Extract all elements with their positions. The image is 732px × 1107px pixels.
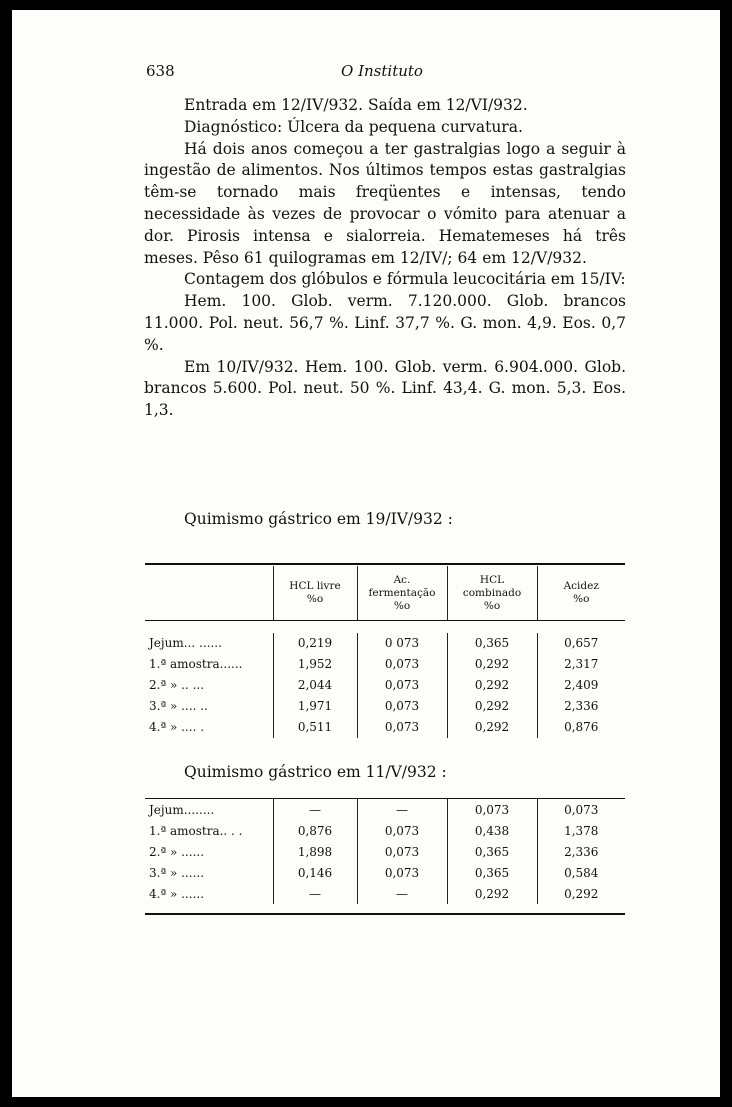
table-cell: 2,409 [537, 675, 625, 696]
table-row [145, 799, 625, 820]
table-cell: 2,336 [537, 696, 625, 717]
table-cell: 0,365 [447, 841, 537, 862]
paragraph-history: Há dois anos começou a ter gastralgias logo a seguir à ingestão de alimentos. Nos últimos tempos estas gastralgias têm-se tornado mais freqüentes e intensas, tendo necessidade às vezes de provocar o vómito para atenuar a dor. Pirosis intensa e sialorreia. Hematemeses há três meses. Pêso 61 quilogramas em 12/IV/; 64 em 12/V/932. [144, 139, 626, 267]
table-cell: 0,657 [537, 633, 625, 654]
row-label: 4.ª » .... . [149, 720, 205, 734]
paragraph-diagnosis: Diagnóstico: Úlcera da pequena curvatura. [184, 117, 523, 136]
table-cell: 0,292 [447, 883, 537, 904]
table-cell: 0 073 [357, 633, 447, 654]
table-row [145, 633, 625, 654]
gastric-table-2 [145, 799, 625, 904]
table-cell: — [273, 799, 357, 820]
header-name: Acidez [563, 580, 599, 592]
table-cell: 0,219 [273, 633, 357, 654]
table1-spacer [145, 621, 625, 633]
table1-header-row [145, 566, 625, 621]
table2-bottom-rule [145, 913, 625, 915]
paragraph-admission: Entrada em 12/IV/932. Saída em 12/VI/932. [184, 96, 528, 114]
table-row [145, 654, 625, 675]
table-cell: 1,971 [273, 696, 357, 717]
table1-header-cell [357, 566, 447, 621]
paragraph-blood-count-1: Hem. 100. Glob. verm. 7.120.000. Glob. brancos 11.000. Pol. neut. 56,7 %. Linf. 37,7 %. G. mon. 4,9. Eos. 0,7 %. [144, 292, 626, 354]
table-cell: — [357, 799, 447, 820]
table1-header-cell [537, 566, 625, 621]
table-cell: — [357, 883, 447, 904]
table-row [145, 696, 625, 717]
row-label: 1.ª amostra.. . . [149, 823, 243, 838]
table-cell: — [273, 883, 357, 904]
header-unit: %o [483, 599, 501, 612]
table-cell: 0,292 [447, 654, 537, 675]
table-cell: 0,073 [357, 675, 447, 696]
paragraph-blood-count-intro: Contagem dos glóbulos e fórmula leucocitária em 15/IV: [184, 270, 626, 289]
table-row [145, 675, 625, 696]
table-cell: 0,438 [447, 820, 537, 841]
table-cell: 0,292 [537, 883, 625, 904]
table-row [145, 862, 625, 883]
header-name: HCL combinado [462, 573, 522, 599]
table-cell: 0,292 [447, 717, 537, 738]
table1-header-label [145, 566, 273, 621]
table-row [145, 883, 625, 904]
table-cell: 0,073 [537, 799, 625, 820]
header-name: Ac. fermentação [368, 573, 436, 599]
table-cell: 1,898 [273, 841, 357, 862]
table-cell: 0,146 [273, 862, 357, 883]
paragraph-blood-count-2: Em 10/IV/932. Hem. 100. Glob. verm. 6.904.000. Glob. brancos 5.600. Pol. neut. 50 %. Linf. 43,4. G. mon. 5,3. Eos. 1,3. [144, 357, 626, 420]
table-cell: 0,365 [447, 862, 537, 883]
table-cell: 0,292 [447, 675, 537, 696]
table-cell: 0,292 [447, 696, 537, 717]
table-cell: 0,365 [447, 633, 537, 654]
table1-title: Quimismo gástrico em 19/IV/932 : [184, 510, 453, 528]
table-cell: 2,336 [537, 841, 625, 862]
row-label: 4.ª » ...... [149, 886, 205, 901]
table-cell: 1,952 [273, 654, 357, 675]
header-unit: %o [306, 593, 324, 605]
table-row [145, 717, 625, 738]
table1-header-cell [273, 566, 357, 621]
table-cell: 0,073 [357, 841, 447, 862]
table-cell: 0,584 [537, 862, 625, 883]
table-cell: 0,876 [273, 820, 357, 841]
row-label: 2.ª » ...... [149, 844, 205, 859]
table-cell: 0,073 [357, 862, 447, 883]
body-text [144, 95, 626, 422]
table-cell: 0,876 [537, 717, 625, 738]
table-cell: 0,511 [273, 717, 357, 738]
table-cell: 0,073 [357, 717, 447, 738]
header-unit: %o [393, 599, 411, 612]
table-row [145, 841, 625, 862]
running-title: O Instituto [341, 62, 423, 80]
page-number: 638 [146, 62, 175, 80]
header-unit: %o [573, 593, 590, 605]
table-cell: 0,073 [447, 799, 537, 820]
row-label: 3.ª » ...... [149, 865, 205, 880]
table-cell: 0,073 [357, 696, 447, 717]
row-label: Jejum... ...... [149, 636, 222, 650]
row-label: 2.ª » .. ... [149, 678, 205, 692]
table-row [145, 820, 625, 841]
row-label: 3.ª » .... .. [149, 699, 208, 713]
table-cell: 2,044 [273, 675, 357, 696]
table-cell: 1,378 [537, 820, 625, 841]
table-cell: 0,073 [357, 654, 447, 675]
header-name: HCL livre [289, 580, 341, 592]
table1-top-rule [145, 563, 625, 565]
table1-header-cell [447, 566, 537, 621]
row-label: Jejum........ [149, 802, 215, 817]
row-label: 1.ª amostra...... [149, 657, 243, 671]
table2-title: Quimismo gástrico em 11/V/932 : [184, 763, 447, 781]
gastric-table-1 [145, 566, 625, 738]
table-cell: 2,317 [537, 654, 625, 675]
table-cell: 0,073 [357, 820, 447, 841]
